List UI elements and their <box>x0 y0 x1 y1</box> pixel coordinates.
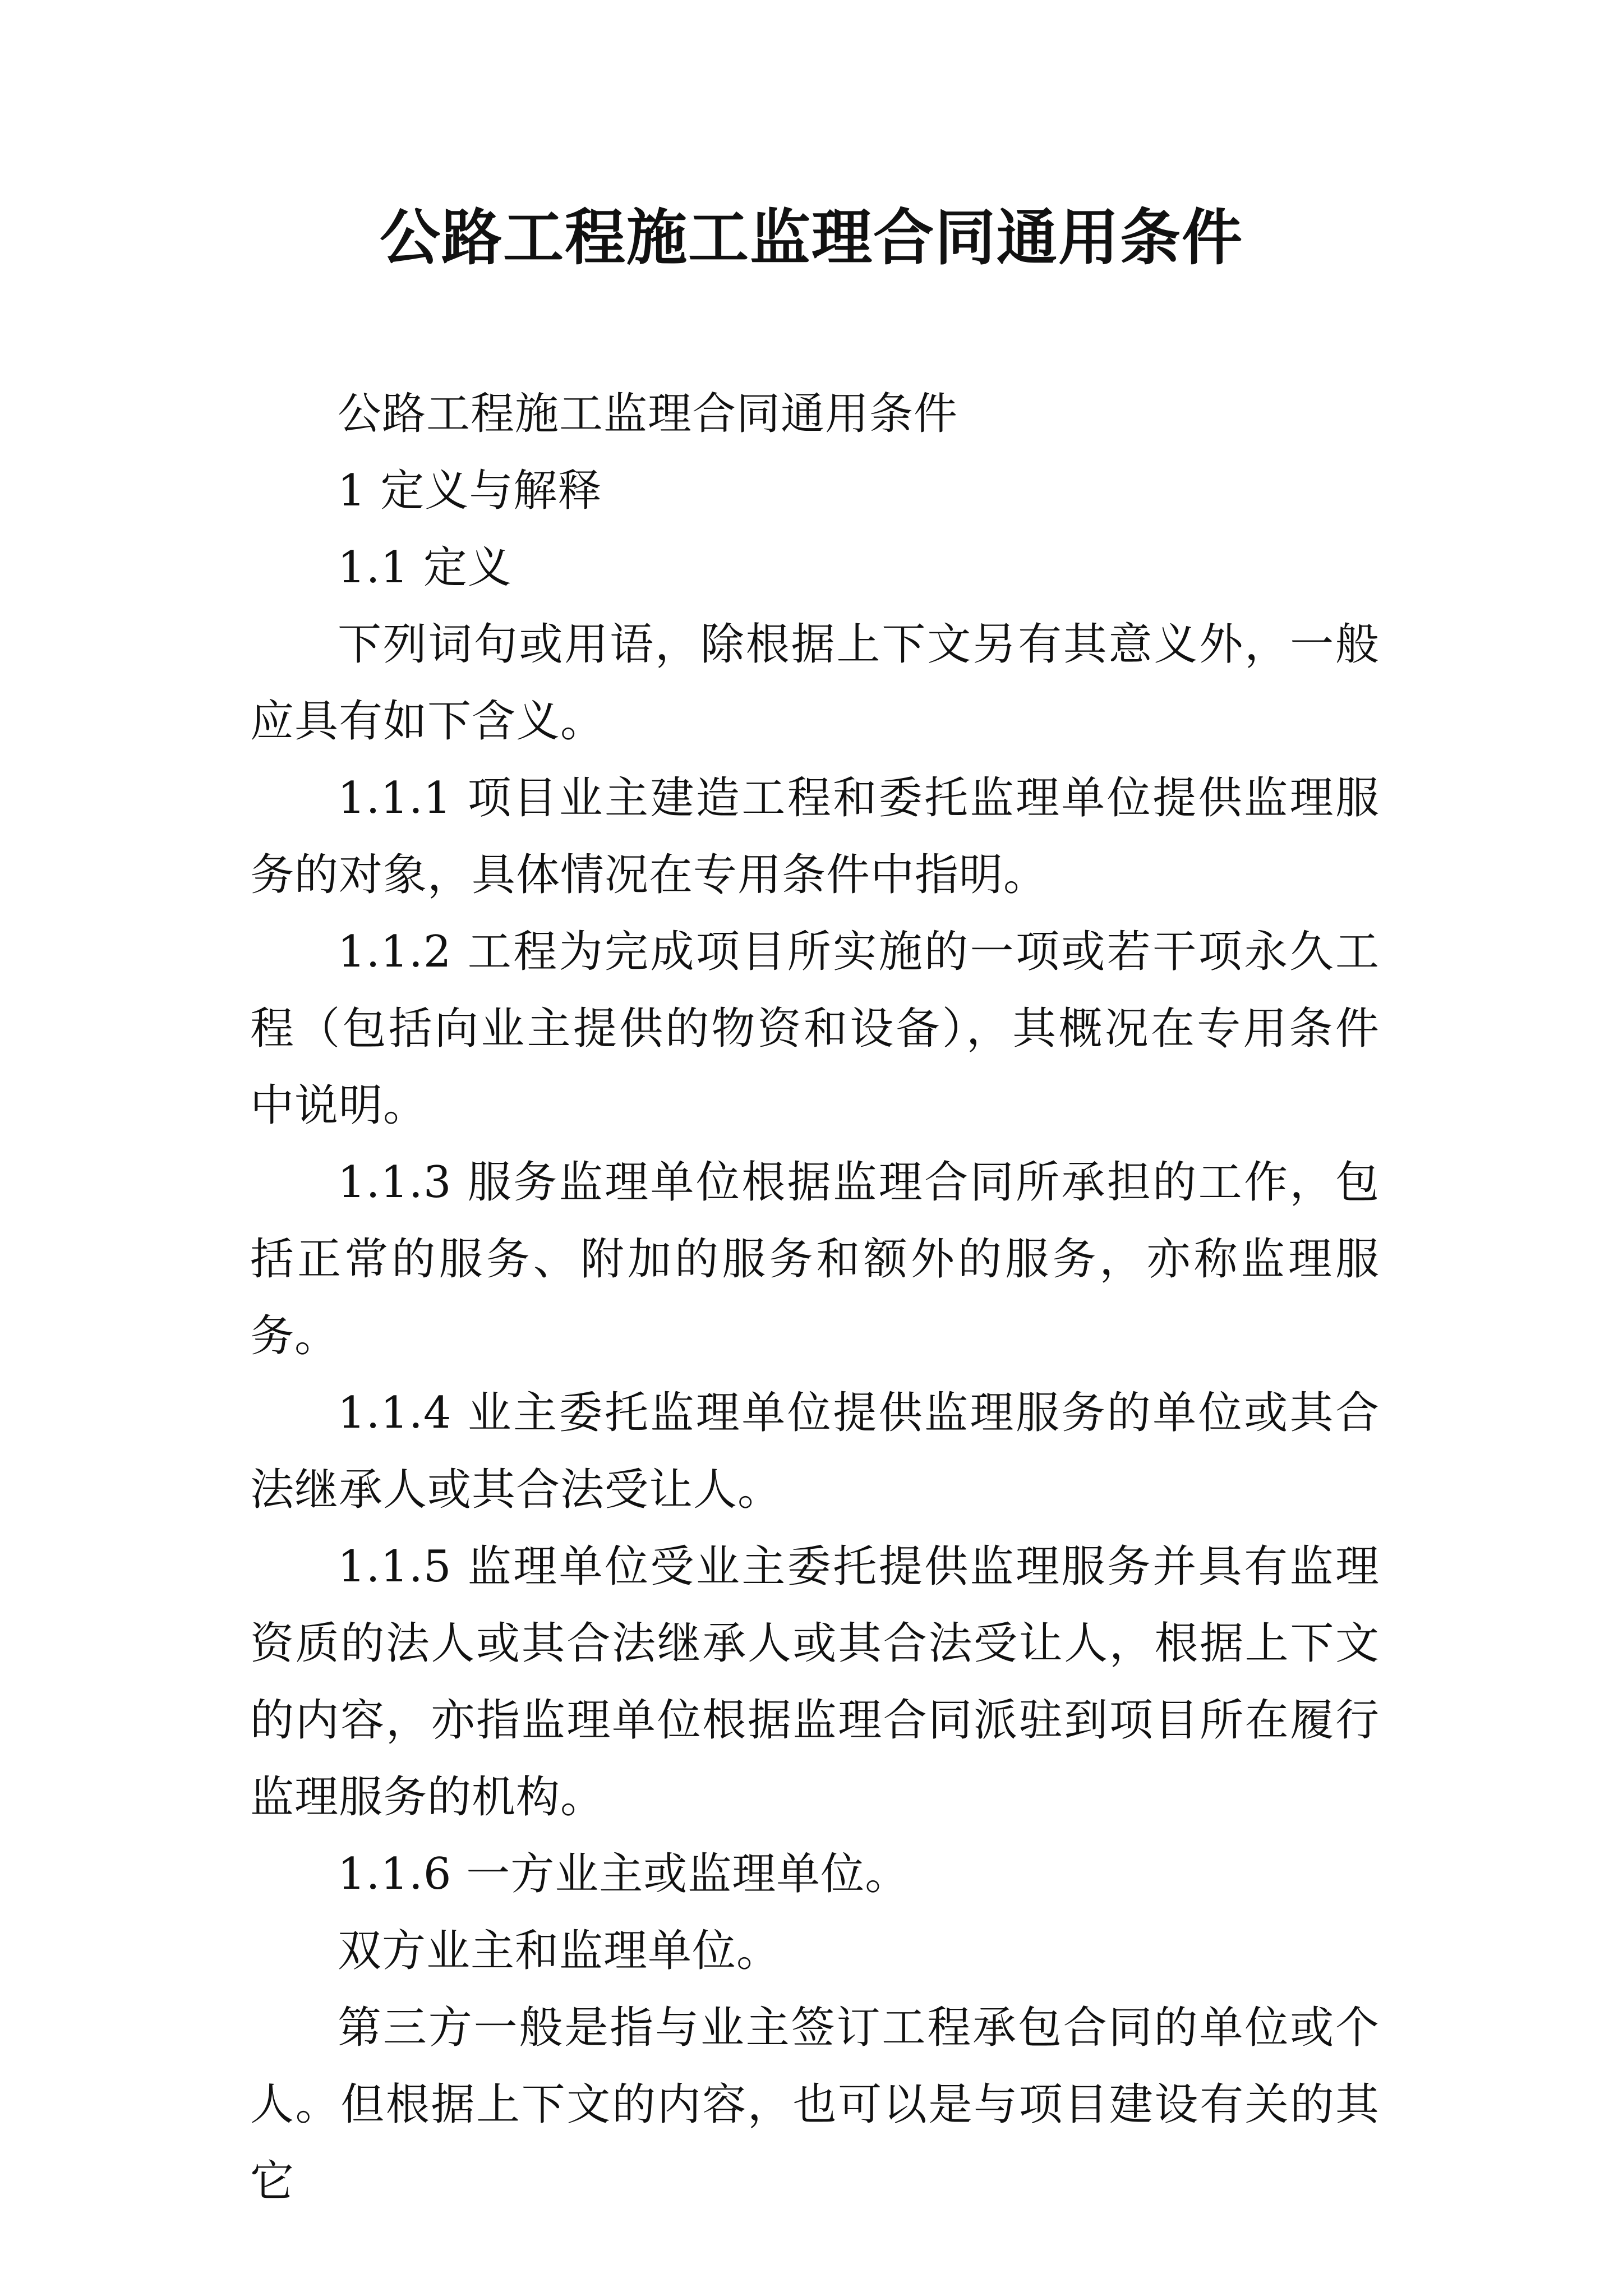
paragraph-both-parties: 双方业主和监理单位。 <box>338 1926 781 1976</box>
document-body <box>250 376 1380 2220</box>
paragraph-1-1-1: 1.1.1 项目业主建造工程和委托监理单位提供监理服务的对象，具体情况在专用条件中指明。 <box>250 773 1380 900</box>
paragraph-1-1-6: 1.1.6 一方业主或监理单位。 <box>338 1849 910 1899</box>
paragraph-section-1: 1 定义与解释 <box>338 466 602 516</box>
paragraph-section-1-1: 1.1 定义 <box>338 542 512 593</box>
paragraph-1-1-3: 1.1.3 服务监理单位根据监理合同所承担的工作，包括正常的服务、附加的服务和额外的服务，亦称监理服务。 <box>250 1157 1380 1361</box>
paragraph-1-1-2: 1.1.2 工程为完成项目所实施的一项或若干项永久工程（包括向业主提供的物资和设备），其概况在专用条件中说明。 <box>250 927 1380 1131</box>
document-title: 公路工程施工监理合同通用条件 <box>379 203 1243 273</box>
paragraph-1-1-5: 1.1.5 监理单位受业主委托提供监理服务并具有监理资质的法人或其合法继承人或其合法受让人，根据上下文的内容，亦指监理单位根据监理合同派驻到项目所在履行监理服务的机构。 <box>250 1542 1380 1823</box>
paragraph-1-1-4: 1.1.4 业主委托监理单位提供监理服务的单位或其合法继承人或其合法受让人。 <box>250 1388 1380 1515</box>
paragraph-heading: 公路工程施工监理合同通用条件 <box>338 389 958 439</box>
paragraph-third-party: 第三方一般是指与业主签订工程承包合同的单位或个人。但根据上下文的内容，也可以是与项目建设有关的其它 <box>250 2003 1380 2207</box>
paragraph-intro: 下列词句或用语，除根据上下文另有其意义外，一般应具有如下含义。 <box>250 619 1380 747</box>
